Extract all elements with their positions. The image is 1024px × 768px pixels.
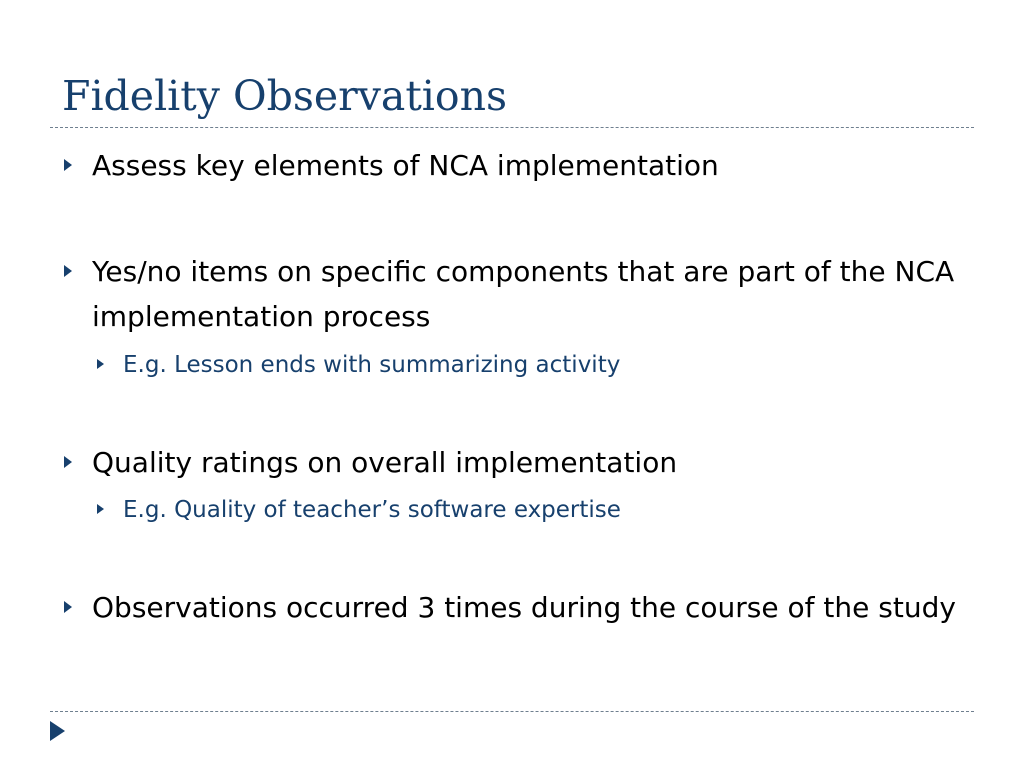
triangle-right-icon [64,159,72,171]
bullet-text: Yes/no items on specific components that are part of the NCA implementation process [92,255,955,333]
triangle-right-icon [64,265,72,277]
sub-bullet-text: E.g. Quality of teacher’s software expertise [123,497,621,523]
bullet-text: Assess key elements of NCA implementation [92,149,719,182]
bullet-item [60,440,960,485]
bullet-item [60,249,960,339]
sub-bullet-item [93,348,953,382]
sub-bullet-item [93,493,953,527]
slide-title: Fidelity Observations [62,72,508,120]
triangle-right-icon [64,601,72,613]
triangle-right-icon [97,359,104,369]
footer-divider [50,711,974,712]
bullet-text: Quality ratings on overall implementation [92,446,678,479]
triangle-right-icon [50,721,65,741]
bullet-item [60,143,960,188]
title-divider [50,127,974,128]
sub-bullet-text: E.g. Lesson ends with summarizing activity [123,352,621,378]
bullet-text: Observations occurred 3 times during the course of the study [92,591,956,624]
triangle-right-icon [64,456,72,468]
triangle-right-icon [97,504,104,514]
bullet-item [60,585,960,630]
